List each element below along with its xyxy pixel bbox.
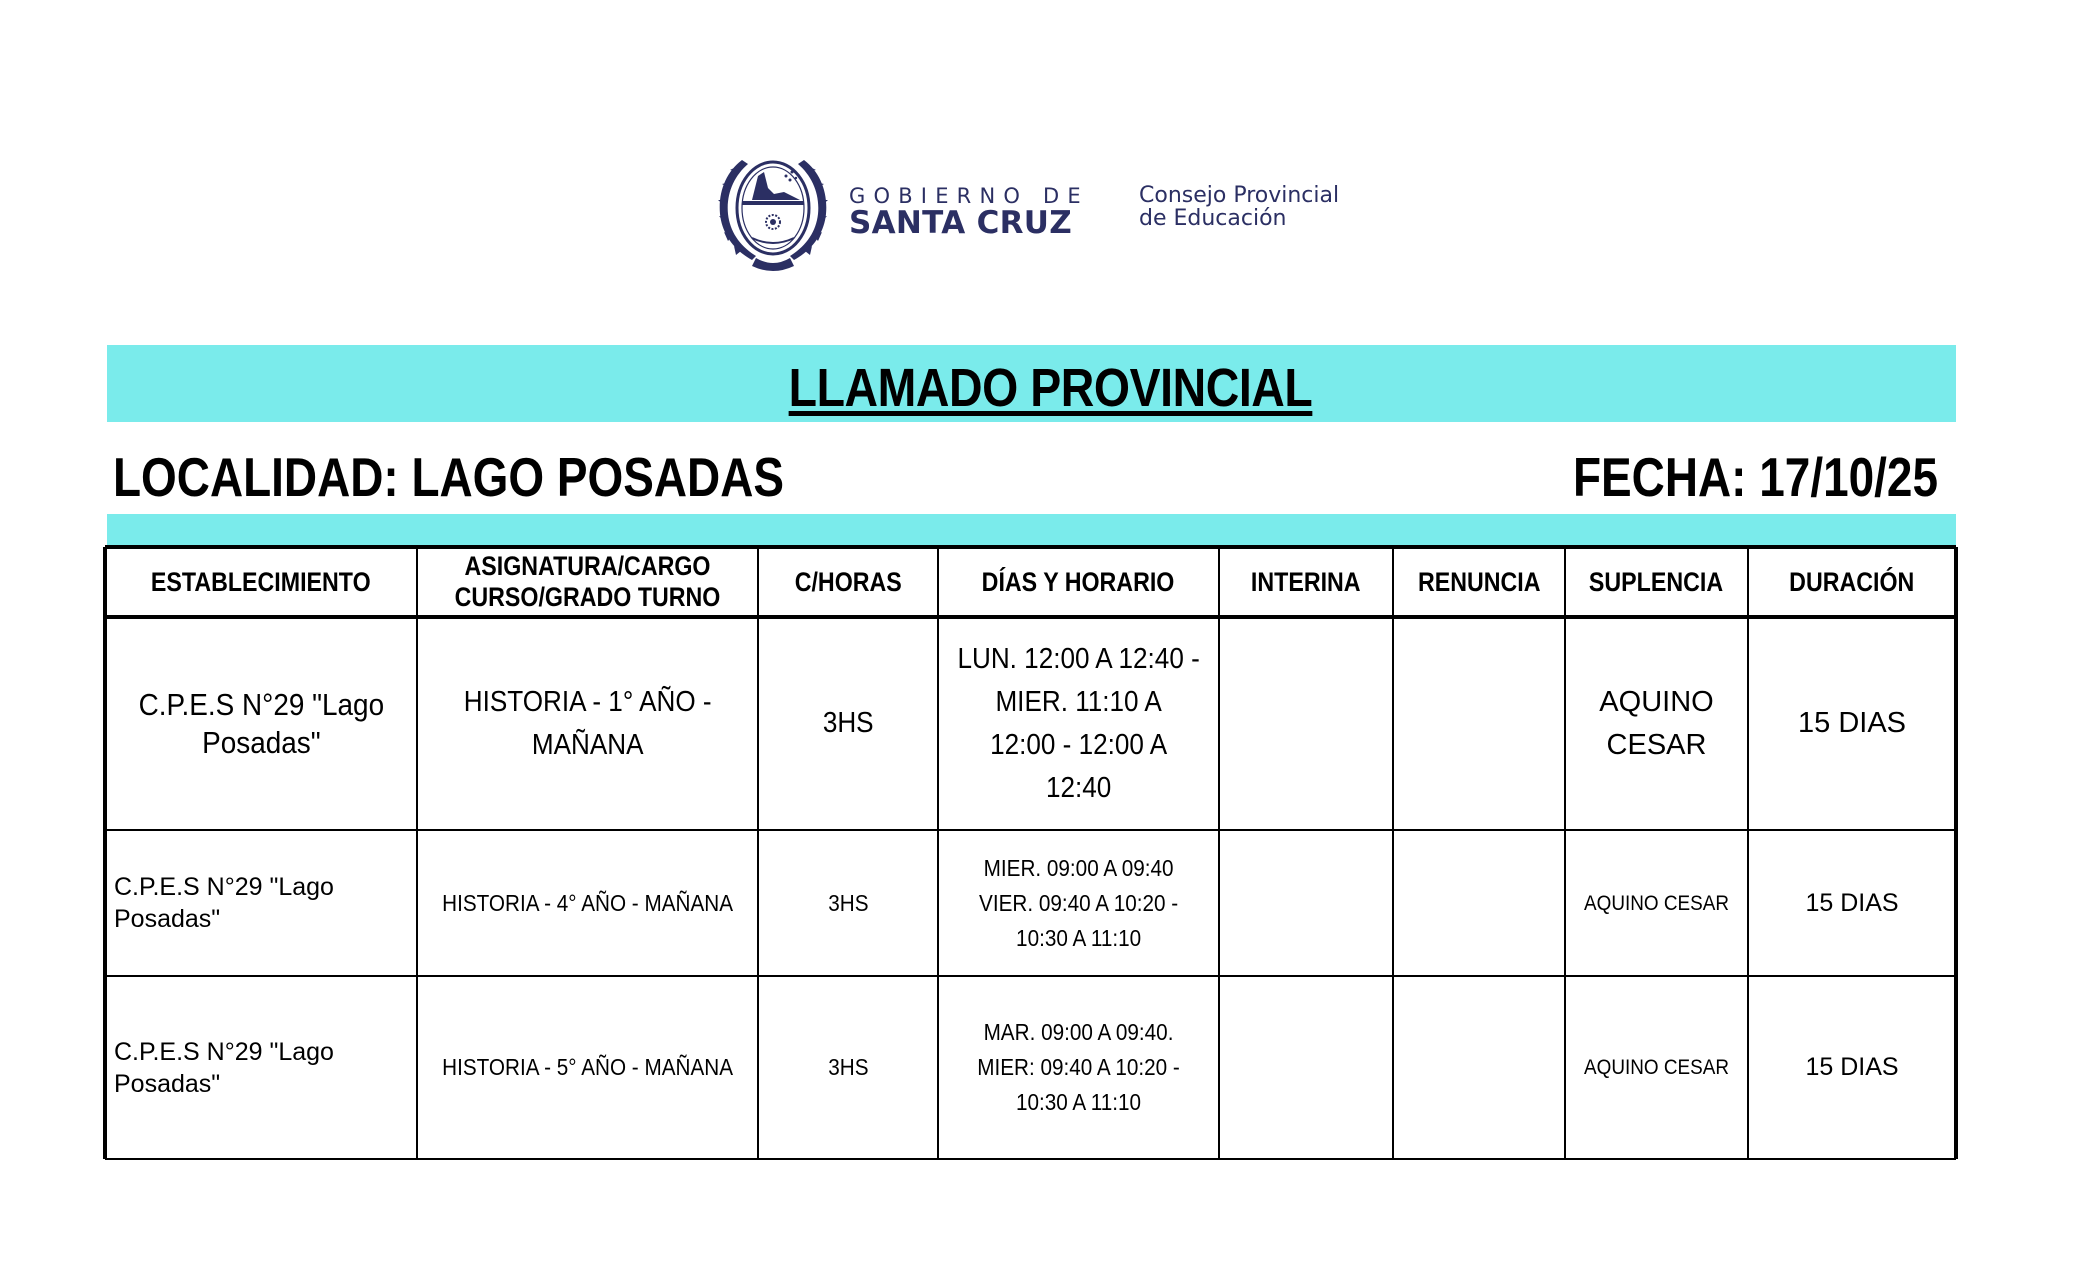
header-label-line: ESTABLECIMIENTO	[151, 566, 371, 597]
header-label	[1789, 567, 1914, 598]
header-label	[982, 567, 1175, 598]
cell-text-line: AQUINO	[1599, 685, 1714, 718]
cell-horario	[940, 978, 1217, 1157]
cell-text	[114, 871, 334, 935]
header-label-line: RENUNCIA	[1417, 566, 1541, 597]
header-label	[1589, 567, 1723, 598]
cell-text	[1805, 1050, 1898, 1085]
header-interina	[1221, 549, 1391, 615]
cell-text	[1584, 1050, 1729, 1085]
cell-text	[442, 886, 733, 921]
fecha-label: FECHA: 17/10/25	[1573, 446, 1939, 508]
cell-text-line: 3HS	[822, 707, 874, 739]
header-label	[151, 567, 371, 598]
cell-text	[442, 1050, 733, 1085]
table-divider-vertical	[937, 547, 939, 1159]
cell-asignatura	[419, 832, 756, 974]
cell-establecimiento	[107, 832, 422, 974]
cell-text	[114, 1036, 334, 1100]
coat-of-arms-logo	[712, 148, 834, 274]
cell-renuncia	[1395, 619, 1563, 828]
cell-text-line: Posadas"	[201, 724, 321, 760]
header-label	[455, 551, 721, 613]
cell-text-line: 3HS	[827, 1054, 869, 1080]
cell-suplencia	[1567, 978, 1746, 1157]
header-label-line: SUPLENCIA	[1589, 566, 1724, 597]
table-border-vertical	[1954, 547, 1958, 1159]
cell-text-line: CESAR	[1606, 728, 1707, 761]
cell-text-line: C.P.E.S N°29 "Lago	[138, 686, 384, 722]
cell-establecimiento	[107, 619, 415, 828]
cell-asignatura	[419, 619, 756, 828]
cell-horario	[940, 832, 1217, 974]
header-suplencia	[1567, 549, 1746, 615]
header-label-line: ASIGNATURA/CARGO	[464, 551, 711, 581]
cell-text	[828, 1050, 868, 1085]
cell-text-line: HISTORIA - 5° AÑO - MAÑANA	[442, 1054, 733, 1080]
cell-text-line: HISTORIA - 4° AÑO - MAÑANA	[442, 889, 733, 916]
logo-text-santa-cruz: SANTA CRUZ	[849, 205, 1073, 241]
cell-text	[1805, 886, 1898, 921]
cell-text	[828, 886, 868, 921]
cell-interina	[1221, 978, 1391, 1157]
page-title-wrap	[0, 358, 2100, 418]
logo-text-gobierno: GOBIERNO DE	[849, 184, 1089, 208]
table-top-band	[107, 514, 1956, 548]
cell-renuncia	[1395, 978, 1563, 1157]
header-duracion	[1750, 549, 1954, 615]
cell-text	[1599, 681, 1713, 767]
convocatoria-table	[105, 547, 1956, 1159]
cell-text-line: C.P.E.S N°29 "Lago	[114, 873, 334, 901]
cell-text-line: AQUINO CESAR	[1584, 1056, 1729, 1079]
localidad-label: LOCALIDAD: LAGO POSADAS	[113, 446, 785, 508]
cell-suplencia	[1567, 619, 1746, 828]
cell-duracion	[1750, 619, 1954, 828]
header-label-line: INTERINA	[1251, 566, 1361, 597]
table-divider-vertical	[757, 547, 759, 1159]
header-establecimiento	[107, 549, 415, 615]
cell-text-line: 10:30 A 11:10	[1015, 924, 1142, 951]
table-divider-vertical	[1218, 547, 1220, 1159]
cell-text-line: 3HS	[827, 889, 869, 916]
cell-asignatura	[419, 978, 756, 1157]
cell-interina	[1221, 619, 1391, 828]
header-label	[794, 567, 901, 598]
cell-duracion	[1750, 832, 1954, 974]
cell-text-line: 10:30 A 11:10	[1015, 1089, 1142, 1115]
header-label	[1418, 567, 1541, 598]
cell-text	[138, 686, 383, 762]
cell-horas	[760, 832, 936, 974]
cell-text-line: 15 DIAS	[1798, 707, 1906, 739]
header-label-line: DÍAS Y HORARIO	[982, 566, 1175, 597]
header-label-line: CURSO/GRADO TURNO	[454, 582, 721, 612]
cell-text-line: MAÑANA	[531, 728, 644, 761]
cell-text-line: 15 DIAS	[1805, 888, 1899, 917]
header-renuncia	[1395, 549, 1563, 615]
cell-text-line: Posadas"	[114, 905, 221, 933]
cell-text	[977, 1015, 1180, 1120]
table-divider-horizontal	[105, 975, 1956, 977]
header-label-line: DURACIÓN	[1789, 566, 1915, 597]
cell-text-line: MAR. 09:00 A 09:40.	[983, 1019, 1174, 1045]
cell-establecimiento	[107, 978, 422, 1157]
cell-text-line: MIER. 11:10 A	[995, 685, 1162, 718]
cell-text-line: 12:40	[1045, 771, 1112, 804]
cell-text-line: AQUINO CESAR	[1584, 891, 1729, 915]
header-label-line: C/HORAS	[794, 566, 902, 597]
cell-text	[957, 638, 1199, 810]
cell-text	[979, 851, 1178, 956]
header-asignatura	[419, 549, 756, 615]
cell-renuncia	[1395, 832, 1563, 974]
cell-text-line: 12:00 - 12:00 A	[989, 728, 1168, 761]
table-divider-horizontal	[105, 1158, 1956, 1160]
cell-horario	[940, 619, 1217, 828]
header-horario	[940, 549, 1217, 615]
table-divider-horizontal	[105, 829, 1956, 831]
table-divider-vertical	[1564, 547, 1566, 1159]
cell-text-line: C.P.E.S N°29 "Lago	[114, 1037, 334, 1066]
cell-text	[1798, 702, 1906, 745]
cell-horas	[760, 978, 936, 1157]
cell-suplencia	[1567, 832, 1746, 974]
cell-horas	[760, 619, 936, 828]
page-title: LLAMADO PROVINCIAL	[788, 358, 1312, 418]
cell-text	[464, 681, 712, 767]
cell-interina	[1221, 832, 1391, 974]
cell-text	[1584, 886, 1729, 921]
table-divider-vertical	[1747, 547, 1749, 1159]
table-divider-vertical	[1392, 547, 1394, 1159]
org-name-line2: de Educación	[1139, 206, 1287, 231]
cell-text-line: MIER. 09:00 A 09:40	[983, 854, 1174, 881]
header-label	[1251, 567, 1361, 598]
org-name	[1139, 184, 1339, 230]
cell-text-line: VIER. 09:40 A 10:20 -	[978, 889, 1179, 916]
cell-text-line: 15 DIAS	[1805, 1053, 1899, 1081]
cell-text-line: HISTORIA - 1° AÑO -	[463, 685, 712, 718]
cell-text-line: LUN. 12:00 A 12:40 -	[957, 642, 1200, 675]
header-horas	[760, 549, 936, 615]
cell-text-line: MIER: 09:40 A 10:20 -	[977, 1054, 1180, 1080]
cell-duracion	[1750, 978, 1954, 1157]
org-name-line1: Consejo Provincial	[1139, 183, 1340, 208]
cell-text-line: Posadas"	[114, 1069, 221, 1098]
cell-text	[823, 702, 874, 745]
